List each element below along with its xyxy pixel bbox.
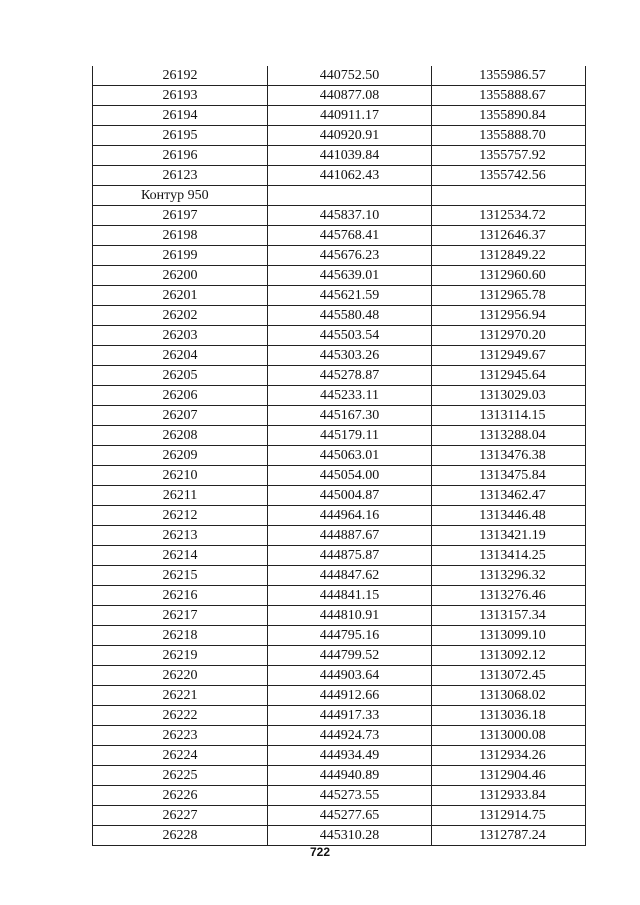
x-coordinate-cell: 445503.54 <box>268 326 432 346</box>
y-coordinate-cell: 1313446.48 <box>432 506 586 526</box>
x-coordinate-cell: 444875.87 <box>268 546 432 566</box>
point-id-cell: 26210 <box>93 466 268 486</box>
x-coordinate-cell: 444887.67 <box>268 526 432 546</box>
table-row <box>93 326 586 346</box>
table-row <box>93 366 586 386</box>
table-row <box>93 586 586 606</box>
table-row <box>93 686 586 706</box>
table-row <box>93 746 586 766</box>
table-row <box>93 546 586 566</box>
point-id-cell: 26192 <box>93 66 268 86</box>
x-coordinate-cell: 444912.66 <box>268 686 432 706</box>
y-coordinate-cell: 1313288.04 <box>432 426 586 446</box>
point-id-cell: 26226 <box>93 786 268 806</box>
table-row <box>93 386 586 406</box>
table-row <box>93 786 586 806</box>
y-coordinate-cell: 1355888.70 <box>432 126 586 146</box>
x-coordinate-cell: 445063.01 <box>268 446 432 466</box>
table-row <box>93 206 586 226</box>
point-id-cell: 26220 <box>93 666 268 686</box>
contour-caption-row <box>93 186 586 206</box>
table-row <box>93 666 586 686</box>
y-coordinate-cell: 1312960.60 <box>432 266 586 286</box>
x-coordinate-cell: 444799.52 <box>268 646 432 666</box>
table-row <box>93 306 586 326</box>
point-id-cell: 26213 <box>93 526 268 546</box>
table-row <box>93 606 586 626</box>
x-coordinate-cell: 444934.49 <box>268 746 432 766</box>
y-coordinate-cell: 1312534.72 <box>432 206 586 226</box>
table-row <box>93 766 586 786</box>
x-coordinate-cell: 445167.30 <box>268 406 432 426</box>
point-id-cell: 26199 <box>93 246 268 266</box>
point-id-cell: 26209 <box>93 446 268 466</box>
y-coordinate-cell: 1312646.37 <box>432 226 586 246</box>
y-coordinate-cell: 1312904.46 <box>432 766 586 786</box>
y-coordinate-cell: 1313157.34 <box>432 606 586 626</box>
x-coordinate-cell: 445639.01 <box>268 266 432 286</box>
table-row <box>93 426 586 446</box>
point-id-cell: 26206 <box>93 386 268 406</box>
x-coordinate-cell: 445580.48 <box>268 306 432 326</box>
point-id-cell: 26198 <box>93 226 268 246</box>
table-row <box>93 446 586 466</box>
x-coordinate-cell: 444810.91 <box>268 606 432 626</box>
coordinate-table-body <box>93 66 586 846</box>
point-id-cell: 26225 <box>93 766 268 786</box>
table-row <box>93 646 586 666</box>
x-coordinate-cell: 445179.11 <box>268 426 432 446</box>
point-id-cell: 26204 <box>93 346 268 366</box>
x-coordinate-cell: 444795.16 <box>268 626 432 646</box>
x-coordinate-cell: 444847.62 <box>268 566 432 586</box>
x-coordinate-cell: 440752.50 <box>268 66 432 86</box>
y-coordinate-cell: 1313068.02 <box>432 686 586 706</box>
table-row <box>93 266 586 286</box>
point-id-cell: 26193 <box>93 86 268 106</box>
point-id-cell: 26207 <box>93 406 268 426</box>
point-id-cell: 26216 <box>93 586 268 606</box>
y-coordinate-cell: 1313462.47 <box>432 486 586 506</box>
table-row <box>93 226 586 246</box>
table-row <box>93 106 586 126</box>
x-coordinate-cell: 441062.43 <box>268 166 432 186</box>
x-coordinate-cell: 445054.00 <box>268 466 432 486</box>
y-coordinate-cell: 1313114.15 <box>432 406 586 426</box>
y-coordinate-cell: 1313414.25 <box>432 546 586 566</box>
point-id-cell: 26205 <box>93 366 268 386</box>
y-coordinate-cell: 1313000.08 <box>432 726 586 746</box>
x-coordinate-cell: 445004.87 <box>268 486 432 506</box>
table-row <box>93 466 586 486</box>
y-coordinate-cell: 1355742.56 <box>432 166 586 186</box>
table-row <box>93 826 586 846</box>
point-id-cell: 26123 <box>93 166 268 186</box>
point-id-cell: 26214 <box>93 546 268 566</box>
y-coordinate-cell: 1312787.24 <box>432 826 586 846</box>
y-coordinate-cell: 1313092.12 <box>432 646 586 666</box>
x-coordinate-cell: 440877.08 <box>268 86 432 106</box>
table-row <box>93 566 586 586</box>
point-id-cell: 26227 <box>93 806 268 826</box>
y-coordinate-cell: 1312933.84 <box>432 786 586 806</box>
y-coordinate-cell: 1313476.38 <box>432 446 586 466</box>
point-id-cell: 26219 <box>93 646 268 666</box>
point-id-cell: 26201 <box>93 286 268 306</box>
contour-caption: Контур 950 <box>93 186 268 206</box>
x-coordinate-cell: 445768.41 <box>268 226 432 246</box>
page-number: 722 <box>309 845 331 859</box>
point-id-cell: 26194 <box>93 106 268 126</box>
x-coordinate-cell: 444940.89 <box>268 766 432 786</box>
y-coordinate-cell: 1312849.22 <box>432 246 586 266</box>
empty-cell <box>268 186 432 206</box>
table-row <box>93 506 586 526</box>
x-coordinate-cell: 444841.15 <box>268 586 432 606</box>
x-coordinate-cell: 445837.10 <box>268 206 432 226</box>
y-coordinate-cell: 1355890.84 <box>432 106 586 126</box>
point-id-cell: 26202 <box>93 306 268 326</box>
point-id-cell: 26203 <box>93 326 268 346</box>
x-coordinate-cell: 445278.87 <box>268 366 432 386</box>
x-coordinate-cell: 444903.64 <box>268 666 432 686</box>
y-coordinate-cell: 1313029.03 <box>432 386 586 406</box>
y-coordinate-cell: 1312956.94 <box>432 306 586 326</box>
table-row <box>93 166 586 186</box>
y-coordinate-cell: 1313421.19 <box>432 526 586 546</box>
y-coordinate-cell: 1355888.67 <box>432 86 586 106</box>
point-id-cell: 26208 <box>93 426 268 446</box>
table-row <box>93 346 586 366</box>
x-coordinate-cell: 445310.28 <box>268 826 432 846</box>
y-coordinate-cell: 1313296.32 <box>432 566 586 586</box>
point-id-cell: 26222 <box>93 706 268 726</box>
x-coordinate-cell: 440920.91 <box>268 126 432 146</box>
empty-cell <box>432 186 586 206</box>
point-id-cell: 26200 <box>93 266 268 286</box>
y-coordinate-cell: 1313072.45 <box>432 666 586 686</box>
coordinate-table <box>92 66 586 846</box>
table-row <box>93 286 586 306</box>
table-row <box>93 126 586 146</box>
x-coordinate-cell: 441039.84 <box>268 146 432 166</box>
y-coordinate-cell: 1355986.57 <box>432 66 586 86</box>
point-id-cell: 26197 <box>93 206 268 226</box>
table-row <box>93 806 586 826</box>
point-id-cell: 26223 <box>93 726 268 746</box>
x-coordinate-cell: 445233.11 <box>268 386 432 406</box>
x-coordinate-cell: 445277.65 <box>268 806 432 826</box>
point-id-cell: 26228 <box>93 826 268 846</box>
point-id-cell: 26211 <box>93 486 268 506</box>
x-coordinate-cell: 444924.73 <box>268 726 432 746</box>
table-row <box>93 486 586 506</box>
point-id-cell: 26218 <box>93 626 268 646</box>
table-row <box>93 526 586 546</box>
table-row <box>93 66 586 86</box>
table-row <box>93 406 586 426</box>
table-row <box>93 86 586 106</box>
table-row <box>93 706 586 726</box>
point-id-cell: 26215 <box>93 566 268 586</box>
table-row <box>93 146 586 166</box>
point-id-cell: 26212 <box>93 506 268 526</box>
y-coordinate-cell: 1312970.20 <box>432 326 586 346</box>
y-coordinate-cell: 1312965.78 <box>432 286 586 306</box>
x-coordinate-cell: 445621.59 <box>268 286 432 306</box>
x-coordinate-cell: 445273.55 <box>268 786 432 806</box>
y-coordinate-cell: 1312914.75 <box>432 806 586 826</box>
point-id-cell: 26221 <box>93 686 268 706</box>
y-coordinate-cell: 1313475.84 <box>432 466 586 486</box>
table-row <box>93 626 586 646</box>
x-coordinate-cell: 444964.16 <box>268 506 432 526</box>
y-coordinate-cell: 1313276.46 <box>432 586 586 606</box>
y-coordinate-cell: 1313036.18 <box>432 706 586 726</box>
table-row <box>93 246 586 266</box>
y-coordinate-cell: 1313099.10 <box>432 626 586 646</box>
y-coordinate-cell: 1312945.64 <box>432 366 586 386</box>
point-id-cell: 26224 <box>93 746 268 766</box>
point-id-cell: 26196 <box>93 146 268 166</box>
point-id-cell: 26195 <box>93 126 268 146</box>
point-id-cell: 26217 <box>93 606 268 626</box>
y-coordinate-cell: 1312934.26 <box>432 746 586 766</box>
table-row <box>93 726 586 746</box>
y-coordinate-cell: 1355757.92 <box>432 146 586 166</box>
x-coordinate-cell: 440911.17 <box>268 106 432 126</box>
x-coordinate-cell: 445676.23 <box>268 246 432 266</box>
x-coordinate-cell: 444917.33 <box>268 706 432 726</box>
y-coordinate-cell: 1312949.67 <box>432 346 586 366</box>
x-coordinate-cell: 445303.26 <box>268 346 432 366</box>
